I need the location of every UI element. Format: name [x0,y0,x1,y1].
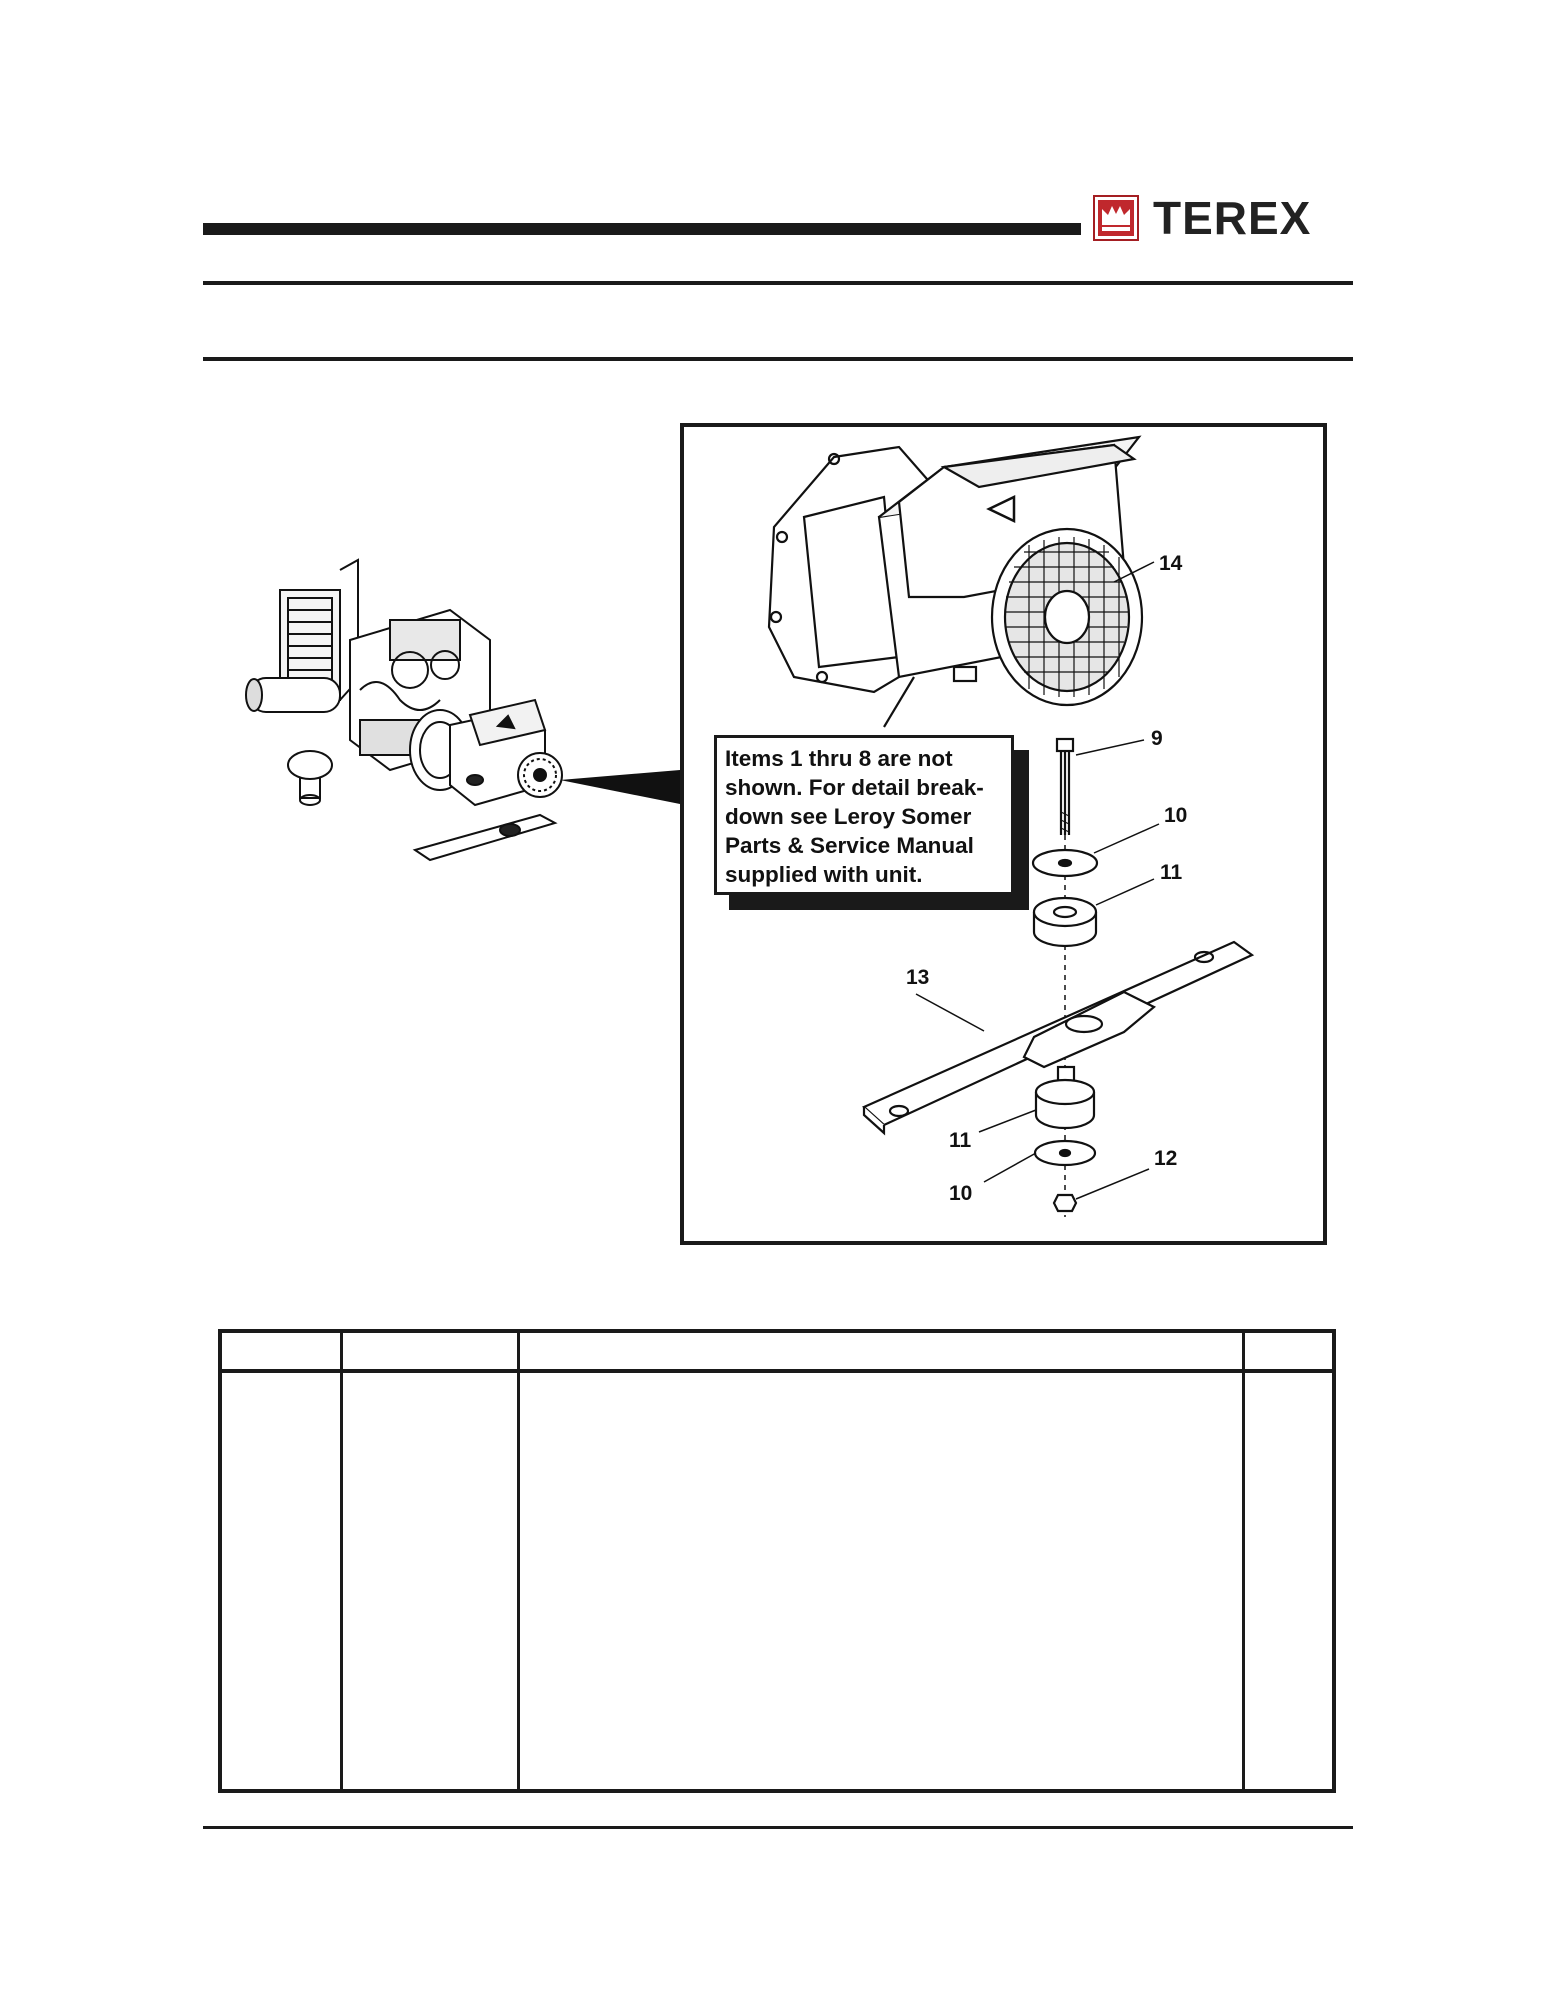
note-line: Parts & Service Manual [725,833,974,858]
callout-10-upper: 10 [1164,804,1188,827]
table-column-divider [340,1333,343,1789]
callout-11-upper: 11 [1160,861,1183,884]
table-header-row [222,1333,1332,1373]
parts-list-table [218,1329,1336,1793]
terex-crown-logo-icon [1093,195,1139,241]
callout-9: 9 [1151,727,1163,750]
header-thick-rule [203,223,1081,235]
callout-11-lower: 11 [949,1129,972,1152]
callout-13: 13 [906,966,930,989]
generator-set-overview-drawing [240,550,580,910]
table-column-divider [517,1333,520,1789]
brand-name: TEREX [1153,192,1312,244]
figure-note [714,735,1014,895]
note-line: shown. For detail break- [725,775,984,800]
table-column-divider [1242,1333,1245,1789]
note-line: down see Leroy Somer [725,804,972,829]
header-rule-upper [203,281,1353,285]
note-line: supplied with unit. [725,862,923,887]
note-line: Items 1 thru 8 are not [725,746,953,771]
callout-12: 12 [1154,1147,1178,1170]
detail-callout-pointer [560,760,680,830]
callout-10-lower: 10 [949,1182,973,1205]
footer-rule [203,1826,1353,1829]
header-rule-lower [203,357,1353,361]
brand-logo [1093,192,1353,244]
callout-14: 14 [1159,552,1183,575]
